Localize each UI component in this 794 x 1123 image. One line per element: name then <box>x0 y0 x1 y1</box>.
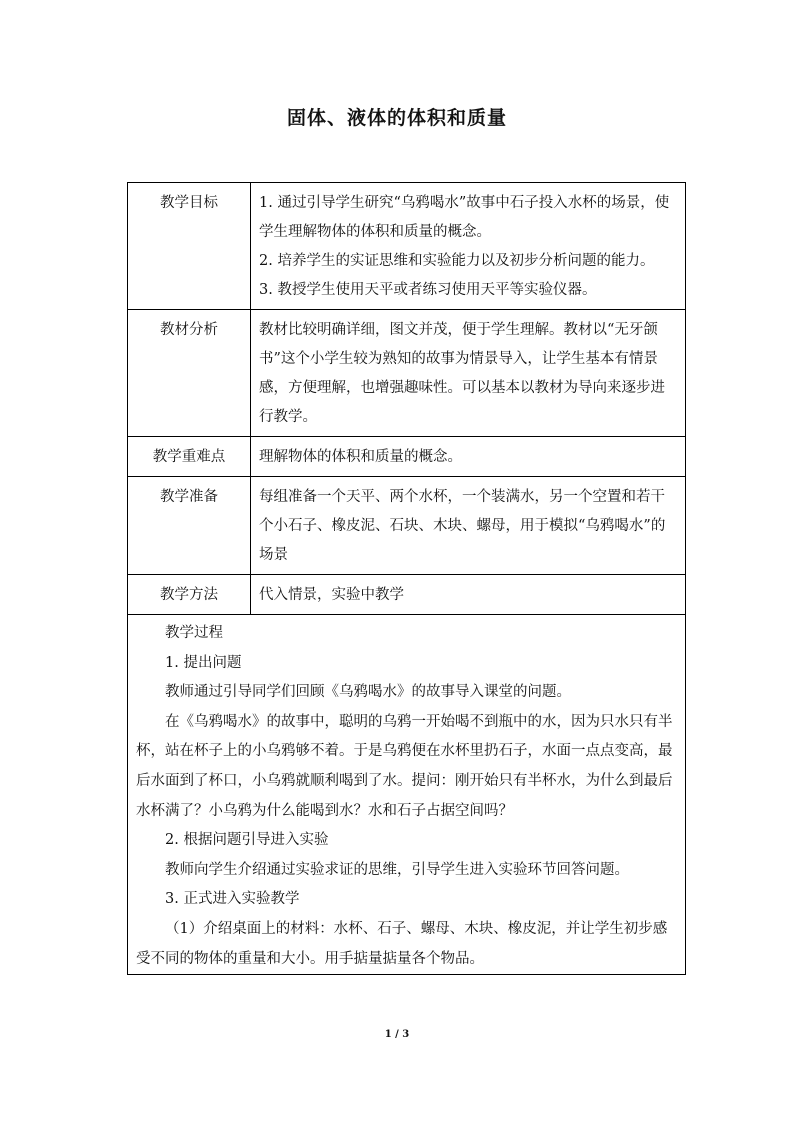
paragraph: 理解物体的体积和质量的概念。 <box>259 449 462 465</box>
paragraph: 每组准备一个天平、两个水杯，一个装满水，另一个空置和若干个小石子、橡皮泥、石块、木块、螺母，用于模拟“乌鸦喝水”的场景 <box>259 489 666 563</box>
row-content-preparation <box>251 477 686 575</box>
table-row <box>128 310 686 437</box>
section-heading: 教学过程 <box>165 625 223 641</box>
row-label-material-analysis: 教材分析 <box>128 310 251 437</box>
table-row <box>128 477 686 575</box>
paragraph: 2. 培养学生的实证思维和实验能力以及初步分析问题的能力。 <box>259 253 655 269</box>
step-heading: 3. 正式进入实验教学 <box>165 891 300 908</box>
paragraph: 教师通过引导同学们回顾《乌鸦喝水》的故事导入课堂的问题。 <box>165 684 571 701</box>
row-content-methods <box>251 575 686 615</box>
row-label-methods: 教学方法 <box>128 575 251 615</box>
table-row <box>128 183 686 310</box>
paragraph: 1. 通过引导学生研究“乌鸦喝水”故事中石子投入水杯的场景，使学生理解物体的体积和质量的概念。 <box>259 195 670 240</box>
paragraph: 教材比较明确详细，图文并茂，便于学生理解。教材以“无牙颌书”这个小学生较为熟知的故事为情景导入，让学生基本有情景感，方便理解，也增强趣味性。可以基本以教材为导向来逐步进行教学。 <box>259 322 665 425</box>
row-label-objectives: 教学目标 <box>128 183 251 310</box>
step-heading: 2. 根据问题引导进入实验 <box>165 832 329 849</box>
table-row <box>128 437 686 477</box>
paragraph: （1）介绍桌面上的材料：水杯、石子、螺母、木块、橡皮泥，并让学生初步感受不同的物体的重量和大小。用手掂量掂量各个物品。 <box>136 920 668 967</box>
row-content-objectives <box>251 183 686 310</box>
page-title: 固体、液体的体积和质量 <box>286 107 507 129</box>
row-content-key-points <box>251 437 686 477</box>
paragraph: 3. 教授学生使用天平或者练习使用天平等实验仪器。 <box>259 282 597 298</box>
lesson-plan-table <box>127 182 686 975</box>
page-number: 1 / 3 <box>384 1029 410 1040</box>
row-label-key-points: 教学重难点 <box>128 437 251 477</box>
paragraph: 在《乌鸦喝水》的故事中，聪明的乌鸦一开始喝不到瓶中的水，因为只水只有半杯，站在杯子上的小乌鸦够不着。于是乌鸦便在水杯里扔石子，水面一点点变高，最后水面到了杯口，小乌鸦就顺利喝到了水。提问：刚开始只有半杯水，为什么到最后水杯满了？小乌鸦为什么能喝到水？水和石子占据空间吗？ <box>136 713 673 819</box>
paragraph: 代入情景，实验中教学 <box>259 587 404 603</box>
step-heading: 1. 提出问题 <box>165 654 242 671</box>
paragraph: 教师向学生介绍通过实验求证的思维，引导学生进入实验环节回答问题。 <box>165 861 629 878</box>
row-label-preparation: 教学准备 <box>128 477 251 575</box>
row-content-material-analysis <box>251 310 686 437</box>
table-row <box>128 575 686 615</box>
table-row <box>128 615 686 975</box>
teaching-process-section <box>128 615 686 975</box>
